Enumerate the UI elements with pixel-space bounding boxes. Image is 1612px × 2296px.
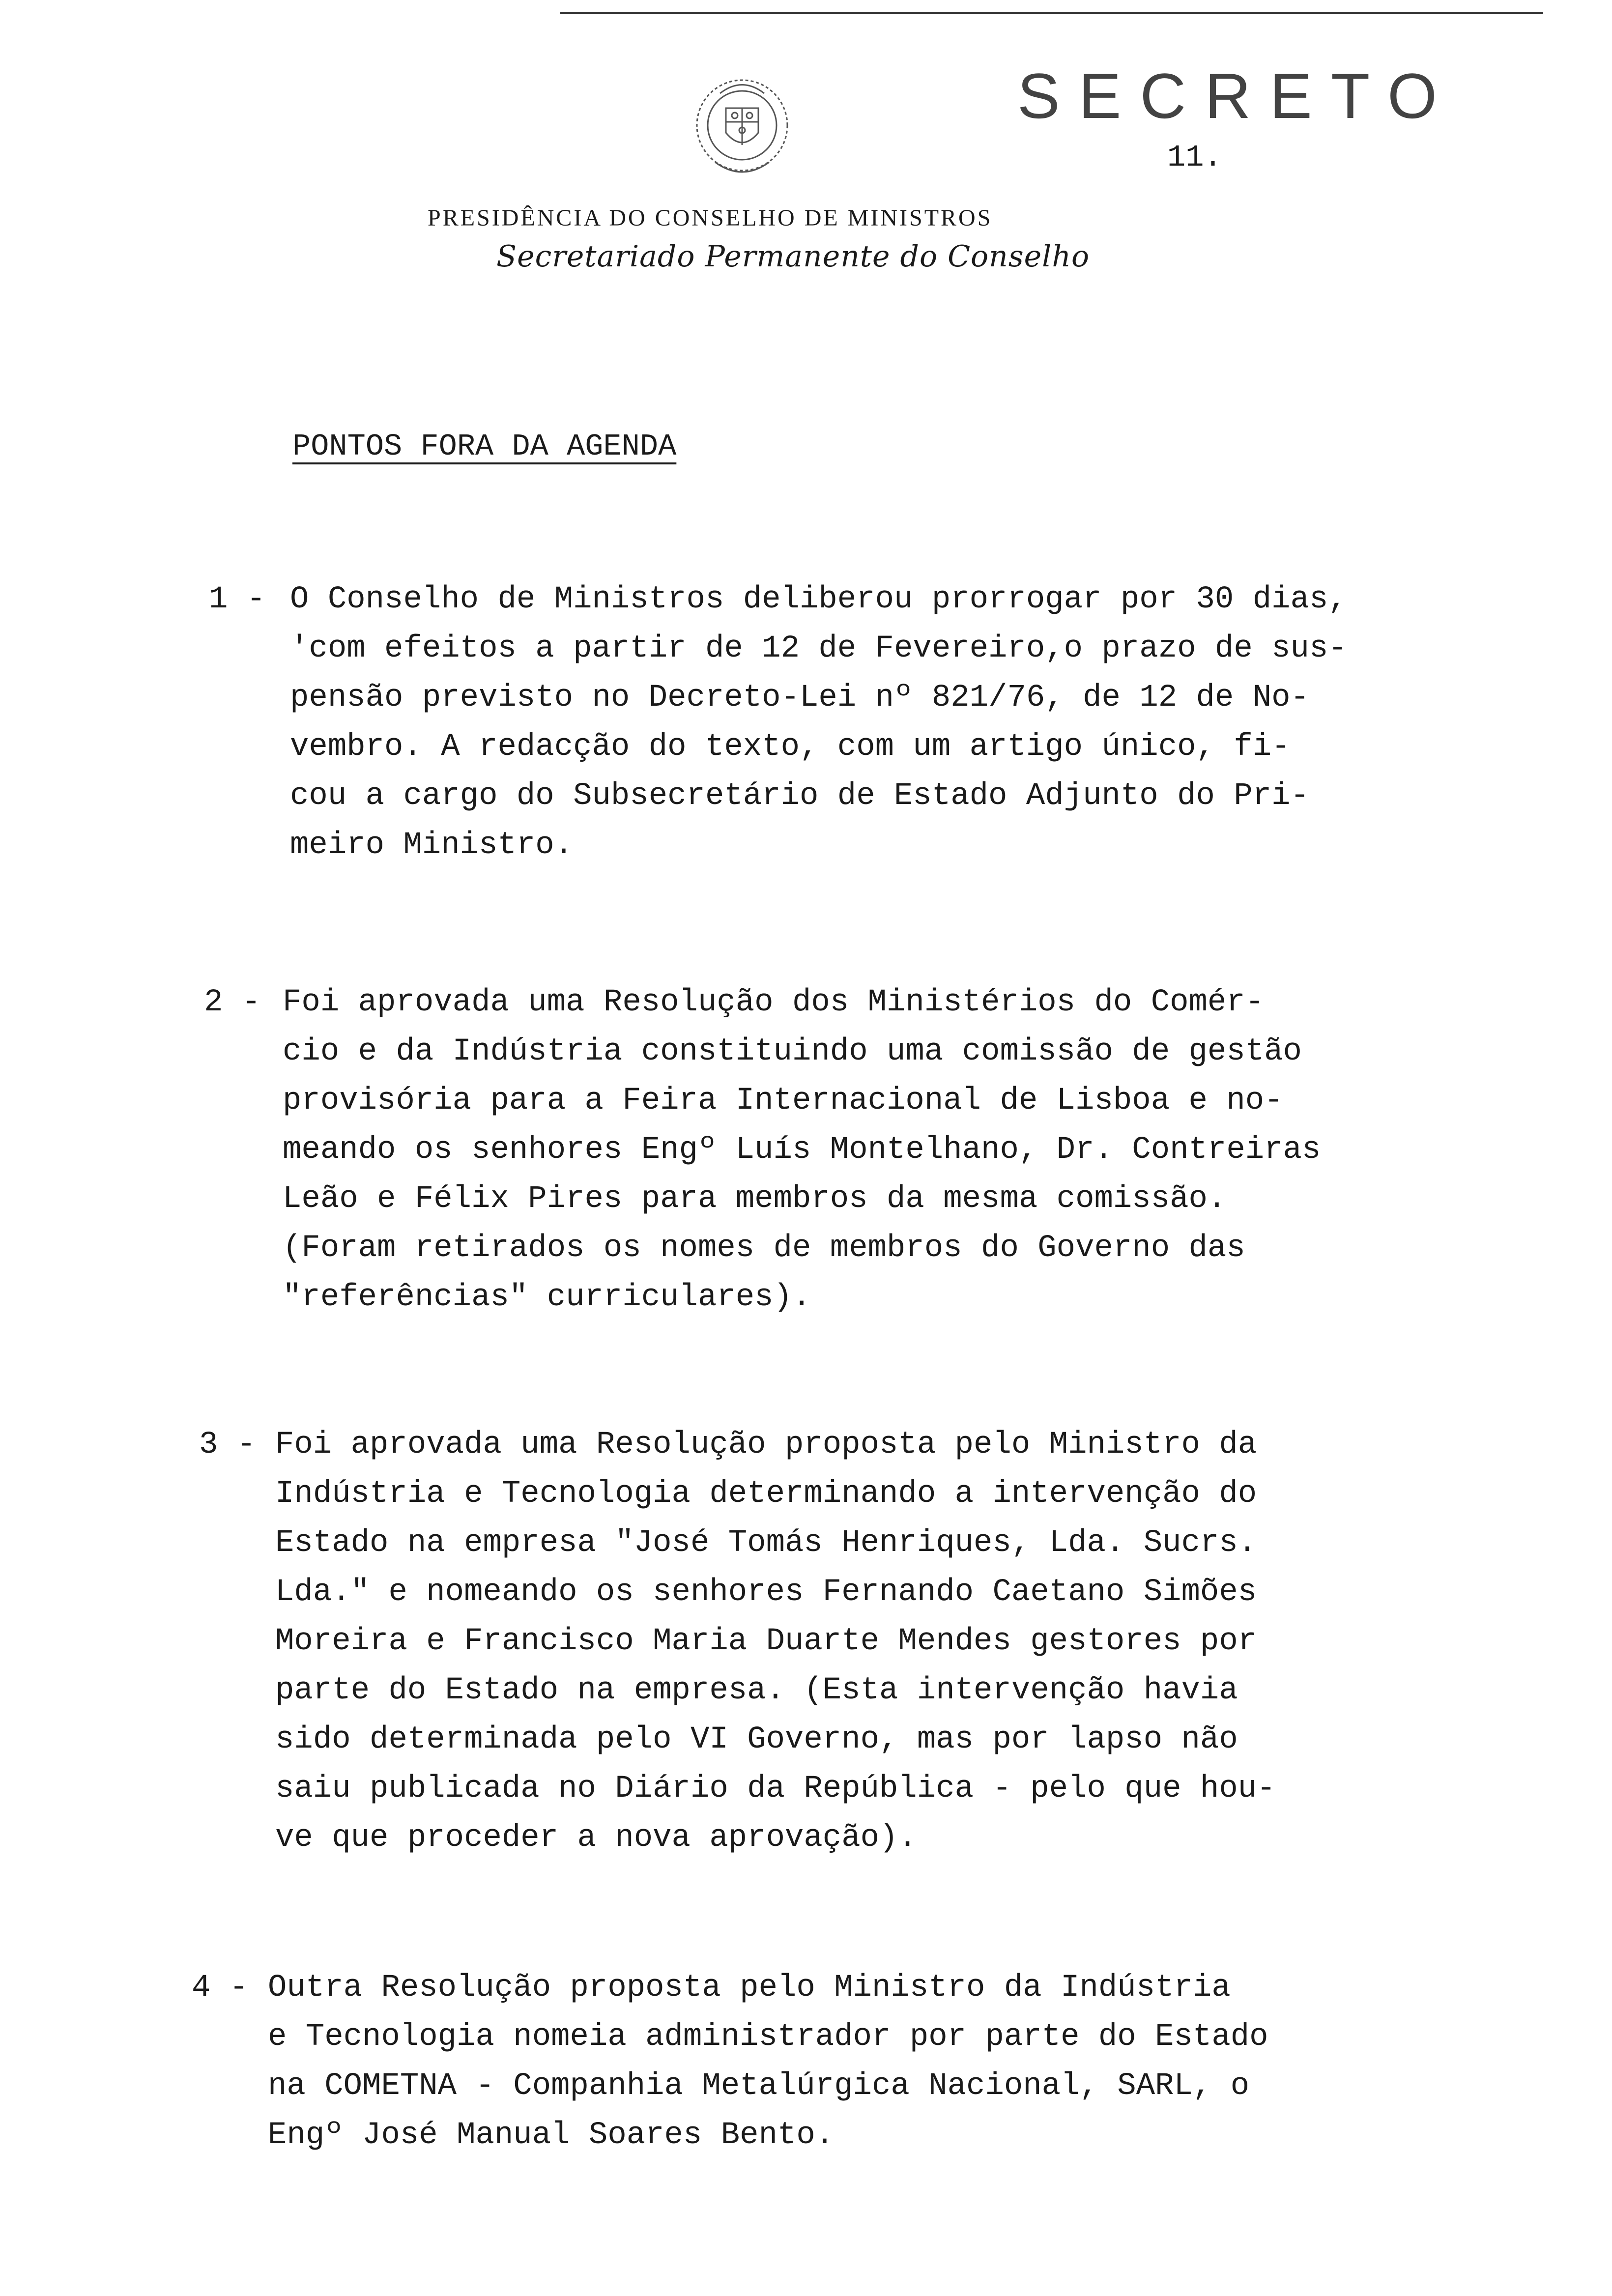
text-line: Engº José Manual Soares Bento. bbox=[268, 2118, 835, 2153]
text-line: e Tecnologia nomeia administrador por parte do Estado bbox=[268, 2019, 1268, 2055]
department-name: Secretariado Permanente do Conselho bbox=[496, 239, 1090, 274]
text-line: saiu publicada no Diário da República - pelo que hou- bbox=[275, 1771, 1276, 1807]
text-line: O Conselho de Ministros deliberou prorrogar por 30 dias, bbox=[290, 582, 1347, 617]
text-line: Outra Resolução proposta pelo Ministro da Indústria bbox=[268, 1970, 1231, 2006]
text-line: Leão e Félix Pires para membros da mesma comissão. bbox=[283, 1181, 1227, 1217]
text-line: Foi aprovada uma Resolução proposta pelo Ministro da bbox=[275, 1427, 1257, 1463]
text-line: ve que proceder a nova aprovação). bbox=[275, 1820, 917, 1856]
text-line: pensão previsto no Decreto-Lei nº 821/76, de 12 de No- bbox=[290, 680, 1309, 716]
text-line: vembro. A redacção do texto, com um artigo único, fi- bbox=[290, 729, 1291, 765]
organization-name: PRESIDÊNCIA DO CONSELHO DE MINISTROS bbox=[428, 205, 993, 231]
item-number: 1 - bbox=[209, 582, 266, 617]
item-number: 2 - bbox=[204, 985, 261, 1020]
text-line: Foi aprovada uma Resolução dos Ministérios do Comér- bbox=[283, 985, 1265, 1020]
text-line: meando os senhores Engº Luís Montelhano, Dr. Contreiras bbox=[283, 1132, 1321, 1168]
text-line: Lda." e nomeando os senhores Fernando Caetano Simões bbox=[275, 1575, 1257, 1610]
item-text bbox=[275, 1420, 1276, 1863]
text-line: meiro Ministro. bbox=[290, 828, 574, 863]
text-line: provisória para a Feira Internacional de Lisboa e no- bbox=[283, 1083, 1283, 1119]
top-rule bbox=[560, 12, 1543, 14]
item-number: 4 - bbox=[192, 1970, 249, 2006]
text-line: Indústria e Tecnologia determinando a intervenção do bbox=[275, 1476, 1257, 1512]
text-line: parte do Estado na empresa. (Esta intervenção havia bbox=[275, 1673, 1238, 1708]
text-line: "referências" curriculares). bbox=[283, 1280, 811, 1315]
secret-stamp: SECRETO bbox=[1017, 60, 1456, 132]
text-line: sido determinada pelo VI Governo, mas por lapso não bbox=[275, 1722, 1238, 1757]
text-line: (Foram retirados os nomes de membros do Governo das bbox=[283, 1231, 1245, 1266]
text-line: cou a cargo do Subsecretário de Estado Adjunto do Pri- bbox=[290, 778, 1309, 814]
text-line: cio e da Indústria constituindo uma comissão de gestão bbox=[283, 1034, 1302, 1069]
coat-of-arms-seal bbox=[681, 64, 804, 192]
text-line: 'com efeitos a partir de 12 de Fevereiro,o prazo de sus- bbox=[290, 631, 1347, 666]
text-line: na COMETNA - Companhia Metalúrgica Nacional, SARL, o bbox=[268, 2068, 1250, 2104]
text-line: Moreira e Francisco Maria Duarte Mendes gestores por bbox=[275, 1624, 1257, 1659]
item-text bbox=[283, 978, 1321, 1322]
item-text bbox=[290, 575, 1347, 870]
item-number: 3 - bbox=[199, 1427, 256, 1463]
section-heading: PONTOS FORA DA AGENDA bbox=[292, 429, 677, 464]
page-number: 11. bbox=[1167, 140, 1222, 175]
item-text bbox=[268, 1963, 1268, 2160]
text-line: Estado na empresa "José Tomás Henriques, Lda. Sucrs. bbox=[275, 1525, 1257, 1561]
